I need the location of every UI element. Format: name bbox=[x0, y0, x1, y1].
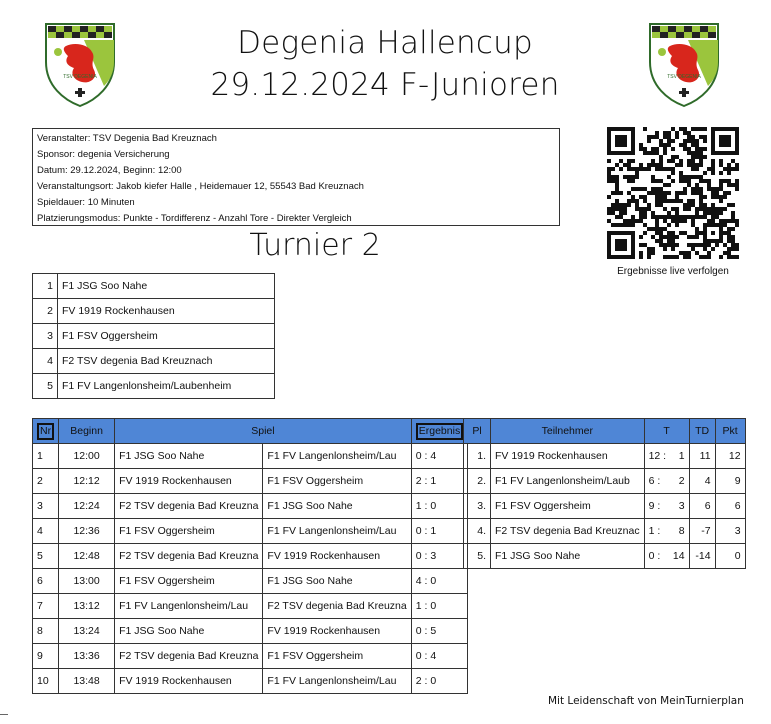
game-beginn: 12:12 bbox=[59, 469, 115, 494]
game-beginn: 13:00 bbox=[59, 569, 115, 594]
game-home-team: F1 FSV Oggersheim bbox=[115, 519, 263, 544]
team-row bbox=[33, 324, 275, 349]
team-number: 5 bbox=[33, 374, 58, 399]
game-beginn: 13:48 bbox=[59, 669, 115, 694]
standings-team: F1 FSV Oggersheim bbox=[491, 494, 645, 519]
standings-goal-diff: -14 bbox=[689, 544, 715, 569]
game-row bbox=[33, 469, 468, 494]
game-home-team: F1 FV Langenlonsheim/Lau bbox=[115, 594, 263, 619]
standings-row bbox=[464, 544, 746, 569]
standings-place: 3. bbox=[464, 494, 491, 519]
game-row bbox=[33, 669, 468, 694]
standings-place: 2. bbox=[464, 469, 491, 494]
team-row bbox=[33, 299, 275, 324]
game-away-team: F1 JSG Soo Nahe bbox=[263, 569, 411, 594]
game-beginn: 13:12 bbox=[59, 594, 115, 619]
game-result: 0 : 3 bbox=[411, 544, 467, 569]
standings-points: 12 bbox=[715, 444, 745, 469]
game-nr: 1 bbox=[33, 444, 59, 469]
standings-place: 4. bbox=[464, 519, 491, 544]
team-name: FV 1919 Rockenhausen bbox=[58, 299, 275, 324]
standings-points: 3 bbox=[715, 519, 745, 544]
game-home-team: F1 FSV Oggersheim bbox=[115, 569, 263, 594]
teams-table bbox=[32, 273, 275, 399]
standings-row bbox=[464, 519, 746, 544]
standings-header-t: T bbox=[644, 419, 689, 444]
crest-text: TSV DEGENIA bbox=[667, 74, 701, 80]
standings-header-pl: Pl bbox=[464, 419, 491, 444]
info-modus: Platzierungsmodus: Punkte - Tordifferenz - Anzahl Tore - Direkter Vergleich bbox=[37, 213, 352, 224]
qr-caption: Ergebnisse live verfolgen bbox=[617, 266, 729, 277]
standings-header-teilnehmer: Teilnehmer bbox=[491, 419, 645, 444]
standings-goals-against: 2 bbox=[671, 469, 689, 494]
team-name: F2 TSV degenia Bad Kreuznach bbox=[58, 349, 275, 374]
standings-goal-diff: 6 bbox=[689, 494, 715, 519]
game-result: 2 : 0 bbox=[411, 669, 467, 694]
standings-points: 6 bbox=[715, 494, 745, 519]
game-row bbox=[33, 519, 468, 544]
info-spieldauer: Spieldauer: 10 Minuten bbox=[37, 197, 135, 208]
game-result: 0 : 5 bbox=[411, 619, 467, 644]
footer-credit: Mit Leidenschaft von MeinTurnierplan bbox=[548, 695, 744, 707]
game-nr: 5 bbox=[33, 544, 59, 569]
standings-place: 1. bbox=[464, 444, 491, 469]
event-info-box bbox=[32, 128, 560, 226]
team-row bbox=[33, 274, 275, 299]
standings-goals-for: 1 : bbox=[644, 519, 671, 544]
game-result: 0 : 4 bbox=[411, 444, 467, 469]
divider bbox=[0, 714, 8, 715]
info-veranstalter: Veranstalter: TSV Degenia Bad Kreuznach bbox=[37, 133, 217, 144]
game-beginn: 13:24 bbox=[59, 619, 115, 644]
club-crest-left bbox=[44, 22, 116, 108]
game-away-team: F1 JSG Soo Nahe bbox=[263, 494, 411, 519]
game-result: 1 : 0 bbox=[411, 494, 467, 519]
standings-points: 9 bbox=[715, 469, 745, 494]
game-nr: 4 bbox=[33, 519, 59, 544]
game-row bbox=[33, 569, 468, 594]
game-row bbox=[33, 644, 468, 669]
team-row bbox=[33, 349, 275, 374]
game-home-team: F2 TSV degenia Bad Kreuzna bbox=[115, 544, 263, 569]
game-result: 2 : 1 bbox=[411, 469, 467, 494]
team-number: 3 bbox=[33, 324, 58, 349]
game-home-team: F2 TSV degenia Bad Kreuzna bbox=[115, 494, 263, 519]
team-number: 1 bbox=[33, 274, 58, 299]
game-away-team: F1 FSV Oggersheim bbox=[263, 644, 411, 669]
games-table bbox=[32, 418, 468, 694]
game-beginn: 12:48 bbox=[59, 544, 115, 569]
team-name: F1 JSG Soo Nahe bbox=[58, 274, 275, 299]
game-nr: 10 bbox=[33, 669, 59, 694]
standings-goals-against: 3 bbox=[671, 494, 689, 519]
game-home-team: F1 JSG Soo Nahe bbox=[115, 444, 263, 469]
standings-points: 0 bbox=[715, 544, 745, 569]
standings-goal-diff: -7 bbox=[689, 519, 715, 544]
team-name: F1 FV Langenlonsheim/Laubenheim bbox=[58, 374, 275, 399]
game-home-team: FV 1919 Rockenhausen bbox=[115, 669, 263, 694]
standings-goals-for: 12 : bbox=[644, 444, 671, 469]
standings-goals-for: 9 : bbox=[644, 494, 671, 519]
standings-goals-against: 14 bbox=[671, 544, 689, 569]
game-beginn: 12:00 bbox=[59, 444, 115, 469]
game-away-team: FV 1919 Rockenhausen bbox=[263, 619, 411, 644]
team-row bbox=[33, 374, 275, 399]
standings-team: F1 FV Langenlonsheim/Laub bbox=[491, 469, 645, 494]
game-row bbox=[33, 544, 468, 569]
team-name: F1 FSV Oggersheim bbox=[58, 324, 275, 349]
games-header-beginn: Beginn bbox=[59, 419, 115, 444]
info-ort: Veranstaltungsort: Jakob kiefer Halle , Heidemauer 12, 55543 Bad Kreuznach bbox=[37, 181, 364, 192]
title-line-2: 29.12.2024 F-Junioren bbox=[210, 67, 560, 103]
standings-goals-against: 8 bbox=[671, 519, 689, 544]
game-nr: 8 bbox=[33, 619, 59, 644]
qr-code[interactable] bbox=[607, 127, 739, 259]
standings-table bbox=[463, 418, 746, 569]
game-nr: 9 bbox=[33, 644, 59, 669]
standings-row bbox=[464, 444, 746, 469]
standings-goal-diff: 4 bbox=[689, 469, 715, 494]
games-header-ergebnis: Ergebnis bbox=[411, 419, 467, 444]
game-row bbox=[33, 444, 468, 469]
club-crest-right bbox=[648, 22, 720, 108]
game-result: 4 : 0 bbox=[411, 569, 467, 594]
standings-goals-for: 0 : bbox=[644, 544, 671, 569]
team-number: 4 bbox=[33, 349, 58, 374]
game-away-team: F1 FV Langenlonsheim/Lau bbox=[263, 519, 411, 544]
games-header-nr: Nr bbox=[33, 419, 59, 444]
title-line-1: Degenia Hallencup bbox=[237, 25, 533, 61]
games-header-spiel: Spiel bbox=[115, 419, 412, 444]
tournament-heading: Turnier 2 bbox=[249, 228, 381, 263]
game-result: 0 : 1 bbox=[411, 519, 467, 544]
page-title bbox=[150, 22, 620, 106]
game-nr: 6 bbox=[33, 569, 59, 594]
game-row bbox=[33, 594, 468, 619]
standings-goals-for: 6 : bbox=[644, 469, 671, 494]
crest-text: TSV DEGENIA bbox=[63, 74, 97, 80]
game-away-team: FV 1919 Rockenhausen bbox=[263, 544, 411, 569]
game-beginn: 12:24 bbox=[59, 494, 115, 519]
game-away-team: F1 FSV Oggersheim bbox=[263, 469, 411, 494]
standings-goals-against: 1 bbox=[671, 444, 689, 469]
game-result: 1 : 0 bbox=[411, 594, 467, 619]
standings-team: FV 1919 Rockenhausen bbox=[491, 444, 645, 469]
standings-team: F1 JSG Soo Nahe bbox=[491, 544, 645, 569]
game-away-team: F1 FV Langenlonsheim/Lau bbox=[263, 669, 411, 694]
game-nr: 7 bbox=[33, 594, 59, 619]
info-datum: Datum: 29.12.2024, Beginn: 12:00 bbox=[37, 165, 182, 176]
game-home-team: FV 1919 Rockenhausen bbox=[115, 469, 263, 494]
game-beginn: 12:36 bbox=[59, 519, 115, 544]
game-result: 0 : 4 bbox=[411, 644, 467, 669]
game-row bbox=[33, 494, 468, 519]
standings-header-pkt: Pkt bbox=[715, 419, 745, 444]
standings-team: F2 TSV degenia Bad Kreuznac bbox=[491, 519, 645, 544]
game-row bbox=[33, 619, 468, 644]
game-home-team: F2 TSV degenia Bad Kreuzna bbox=[115, 644, 263, 669]
standings-goal-diff: 11 bbox=[689, 444, 715, 469]
info-sponsor: Sponsor: degenia Versicherung bbox=[37, 149, 170, 160]
standings-row bbox=[464, 494, 746, 519]
standings-place: 5. bbox=[464, 544, 491, 569]
standings-row bbox=[464, 469, 746, 494]
standings-header-td: TD bbox=[689, 419, 715, 444]
game-beginn: 13:36 bbox=[59, 644, 115, 669]
game-away-team: F2 TSV degenia Bad Kreuzna bbox=[263, 594, 411, 619]
game-away-team: F1 FV Langenlonsheim/Lau bbox=[263, 444, 411, 469]
game-nr: 2 bbox=[33, 469, 59, 494]
game-home-team: F1 JSG Soo Nahe bbox=[115, 619, 263, 644]
game-nr: 3 bbox=[33, 494, 59, 519]
team-number: 2 bbox=[33, 299, 58, 324]
